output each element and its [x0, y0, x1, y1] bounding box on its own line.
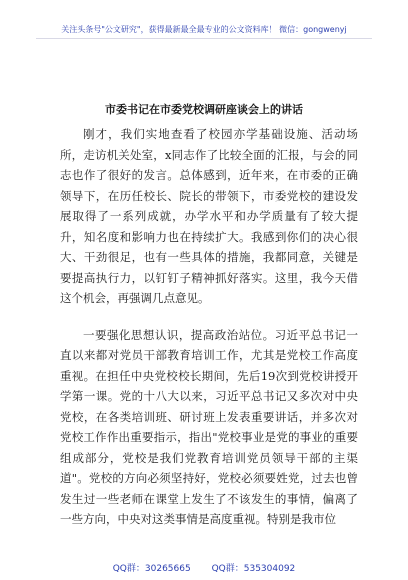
- paragraph-intro: 刚才，我们实地查看了校园亦学基础设施、活动场所，走访机关处室，x同志作了比较全面的汇报，与会的同志也作了很好的发言。总体感到，近年来，在市委的正确领导下，在历任校长、院长的带领下，市委党校的建设发展取得了一系列成就，办学水平和办学质量有了较大提升，知名度和影响力也在持续扩大。我感到你们的决心很大、干劲很足，也有一些具体的措施，我都同意，关键是要提高执行力，以钉钉子精神抓好落实。这里，我今天借这个机会，再强调几点意见。: [60, 127, 358, 305]
- footer-qq-group-2: QQ群：535304092: [211, 564, 296, 574]
- footer: [0, 561, 408, 574]
- footer-qq-group-1: QQ群：30265665: [112, 564, 191, 574]
- header-divider: [36, 38, 372, 39]
- document-body: [60, 124, 358, 530]
- paragraph-point-one: 一要强化思想认识，提高政治站位。习近平总书记一直以来都对党员干部教育培训工作，尤其是党校工作高度重视。在担任中央党校校长期间，先后19次到党校讲授开学第一课。党的十八大以来，习近平总书记又多次对中央党校，在各类培训班、研讨班上发表重要讲话，并多次对党校工作作出重要指示，指出"党校事业是党的事业的重要组成部分，党校是我们党教育培训党员领导干部的主渠道"。党校的方向必须坚持好，党校必须要姓党，过去也曾发生过一些老师在课堂上发生了不该发生的事情，偏离了一些方向，中央对这类事情是高度重视。特别是我市位: [60, 327, 358, 526]
- document-title: 市委书记在市委党校调研座谈会上的讲话: [105, 103, 303, 116]
- header-banner: 关注头条号"公文研究"，获得最新最全最专业的公文资料库！ 微信：gongwenyj: [61, 25, 347, 34]
